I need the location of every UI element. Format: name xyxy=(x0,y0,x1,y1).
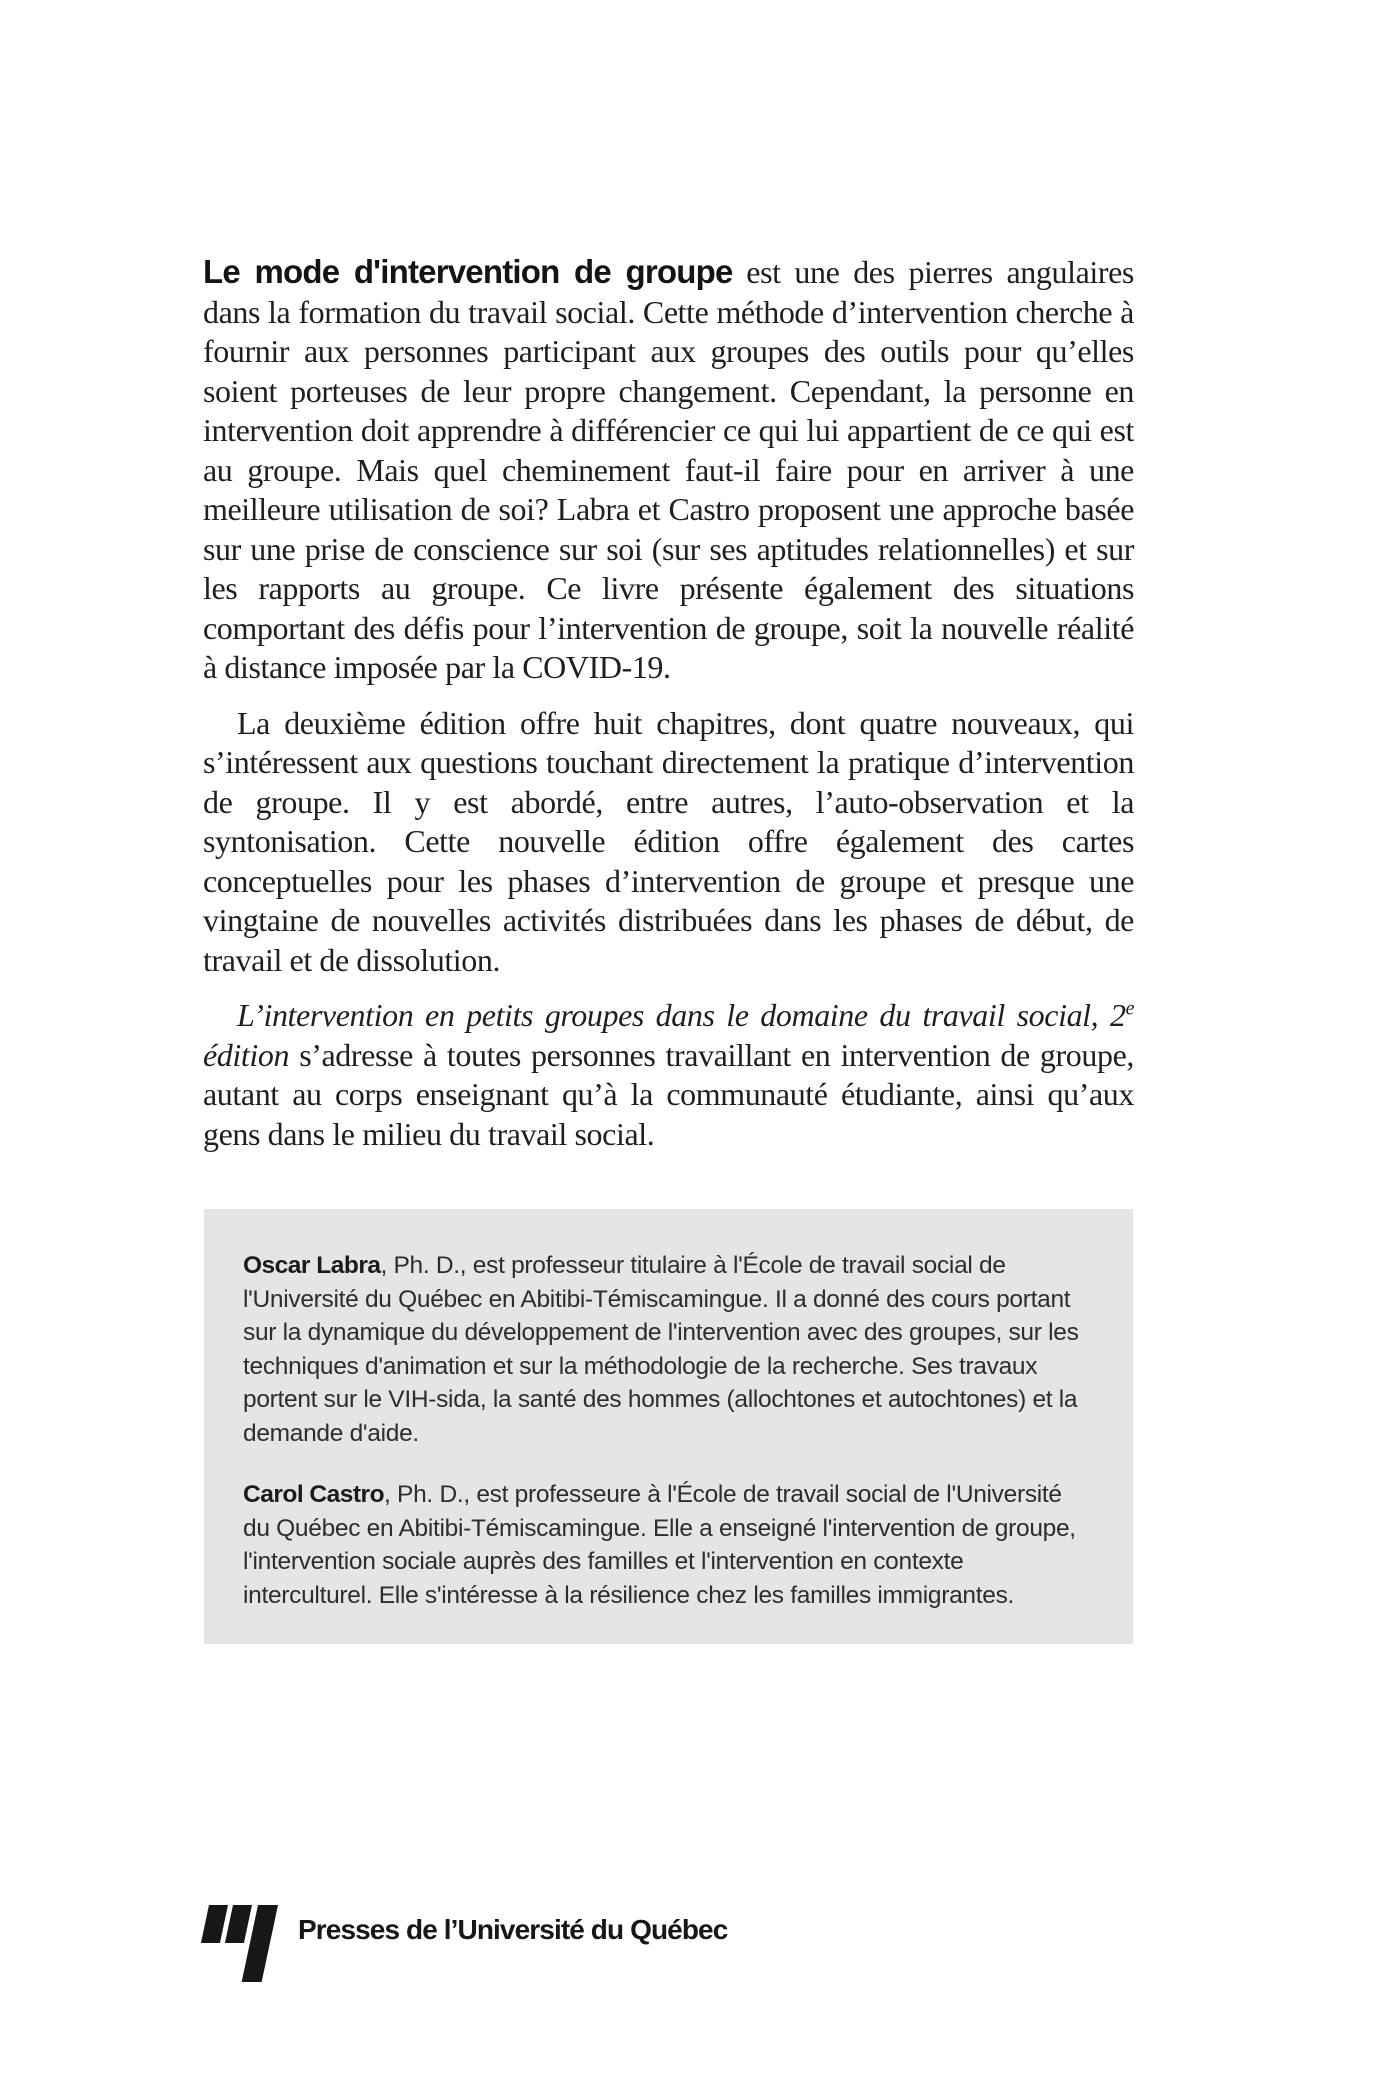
author-bio-carol-castro-text: , Ph. D., est professeure à l'École de travail social de l'Université du Québec en Abitibi-Témiscamingue. Elle a enseigné l'intervention de groupe, l'intervention sociale auprès des familles et l'intervention en contexte interculturel. Elle s'intéresse à la résilience chez les familles immigrantes. xyxy=(243,1481,1076,1609)
logo-bar-1 xyxy=(201,1905,228,1943)
synopsis-paragraph-2-text: La deuxième édition offre huit chapitres, dont quatre nouveaux, qui s’intéressent aux questions touchant directement la pratique d’intervention de groupe. Il y est abordé, entre autres, l’auto-observation et la syntonisation. Cette nouvelle édition offre également des cartes conceptuelles pour les phases d’intervention de groupe et presque une vingtaine de nouvelles activités distribuées dans les phases de début, de travail et de dissolution. xyxy=(203,704,1134,978)
synopsis-paragraph-3 xyxy=(203,996,1134,1154)
synopsis xyxy=(203,252,1134,1154)
synopsis-paragraph-1 xyxy=(203,252,1134,688)
author-bio-oscar-labra-text: , Ph. D., est professeur titulaire à l'École de travail social de l'Université du Québec en Abitibi-Témiscamingue. Il a donné des cours portant sur la dynamique du développement de l'intervention avec des groupes, sur les techniques d'animation et sur la méthodologie de la recherche. Ses travaux portent sur le VIH-sida, la santé des hommes (allochtones et autochtones) et la demande d'aide. xyxy=(243,1252,1079,1447)
logo-bar-2 xyxy=(225,1905,252,1943)
author-name-oscar-labra: Oscar Labra xyxy=(243,1252,381,1279)
author-bio-carol-castro xyxy=(243,1478,1094,1612)
book-title-italic: L’intervention en petits groupes dans le domaine du travail social, 2 xyxy=(237,997,1126,1033)
edition-italic: édition xyxy=(203,1036,290,1073)
synopsis-paragraph-2 xyxy=(203,704,1134,981)
puq-logo-icon xyxy=(205,1905,285,1985)
book-title-lead: Le mode d'intervention de groupe xyxy=(203,253,733,290)
publisher-name: Presses de l’Université du Québec xyxy=(298,1914,728,1945)
edition-superscript: e xyxy=(1125,997,1134,1020)
authors-bio-box xyxy=(204,1209,1133,1644)
author-name-carol-castro: Carol Castro xyxy=(243,1481,385,1508)
author-bio-oscar-labra xyxy=(243,1249,1094,1450)
synopsis-paragraph-3-text: s’adresse à toutes personnes travaillant en intervention de groupe, autant au corps enseignant qu’à la communauté étudiante, ainsi qu’aux gens dans le milieu du travail social. xyxy=(203,1036,1134,1152)
publisher-block xyxy=(205,1905,905,1987)
synopsis-paragraph-1-text: est une des pierres angulaires dans la formation du travail social. Cette méthode d’intervention cherche à fournir aux personnes participant aux groupes des outils pour qu’elles soient porteuses de leur propre changement. Cependant, la personne en intervention doit apprendre à différencier ce qui lui appartient de ce qui est au groupe. Mais quel cheminement faut-il faire pour en arriver à une meilleure utilisation de soi? Labra et Castro proposent une approche basée sur une prise de conscience sur soi (sur ses aptitudes relationnelles) et sur les rapports au groupe. Ce livre présente également des situations comportant des défis pour l’intervention de groupe, soit la nouvelle réalité à distance imposée par la COVID-19. xyxy=(203,254,1134,685)
